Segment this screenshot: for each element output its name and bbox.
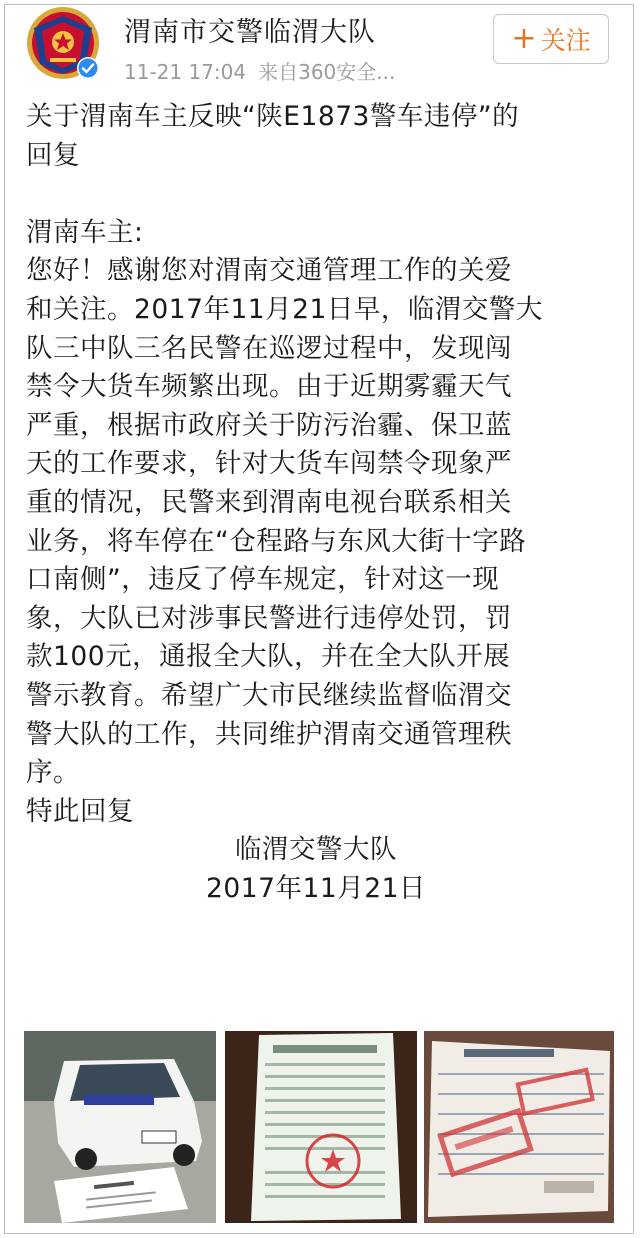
body-line: 款100元，通报全大队，并在全大队开展 xyxy=(26,641,511,673)
signature-date: 2017年11月21日 xyxy=(206,872,426,904)
post-title-line: 关于渭南车主反映“陕E1873警车违停”的 xyxy=(26,101,520,132)
signature: 临渭交警大队 xyxy=(235,834,397,866)
body-line: 口南侧”，违反了停车规定，针对这一现 xyxy=(26,564,500,596)
verified-badge xyxy=(76,56,100,80)
plus-icon: + xyxy=(511,21,537,56)
salutation: 渭南车主: xyxy=(26,216,144,248)
body-line: 禁令大货车频繁出现。由于近期雾霾天气 xyxy=(26,371,512,403)
body-line: 序。 xyxy=(26,757,80,789)
body-line: 您好！感谢您对渭南交通管理工作的关爱 xyxy=(26,255,512,287)
post-timestamp: 11-21 17:04 xyxy=(124,60,247,84)
body-line: 队三中队三名民警在巡逻过程中，发现闯 xyxy=(26,332,512,364)
signature-block xyxy=(96,831,536,908)
photo-strip xyxy=(24,1031,614,1223)
body-line: 业务，将车停在“仓程路与东风大街十字路 xyxy=(26,525,527,557)
follow-button[interactable] xyxy=(493,14,609,64)
body-line: 象，大队已对涉事民警进行违停处罚，罚 xyxy=(26,602,512,634)
body-line: 天的工作要求，针对大货车闯禁令现象严 xyxy=(26,448,512,480)
body-line: 和关注。2017年11月21日早，临渭交警大 xyxy=(26,293,543,325)
post-source[interactable]: 来自360安全... xyxy=(258,60,396,84)
body-line: 严重，根据市政府关于防污治霾、保卫蓝 xyxy=(26,409,512,441)
post-body xyxy=(26,98,616,908)
follow-label: 关注 xyxy=(540,26,591,55)
body-line: 警大队的工作，共同维护渭南交通管理秩 xyxy=(26,718,512,750)
body-line: 重的情况，民警来到渭南电视台联系相关 xyxy=(26,486,512,518)
body-line: 警示教育。希望广大市民继续监督临渭交 xyxy=(26,679,512,711)
post-meta xyxy=(124,56,407,85)
photo-thumbnail-police-car[interactable] xyxy=(24,1031,216,1223)
account-name[interactable]: 渭南市交警临渭大队 xyxy=(124,17,376,48)
post-title-line: 回复 xyxy=(26,139,80,171)
photo-thumbnail-fine-receipt[interactable] xyxy=(424,1031,614,1223)
closing-text: 特此回复 xyxy=(26,795,134,827)
verified-badge-icon xyxy=(76,56,100,80)
photo-thumbnail-penalty-notice[interactable] xyxy=(225,1031,417,1223)
